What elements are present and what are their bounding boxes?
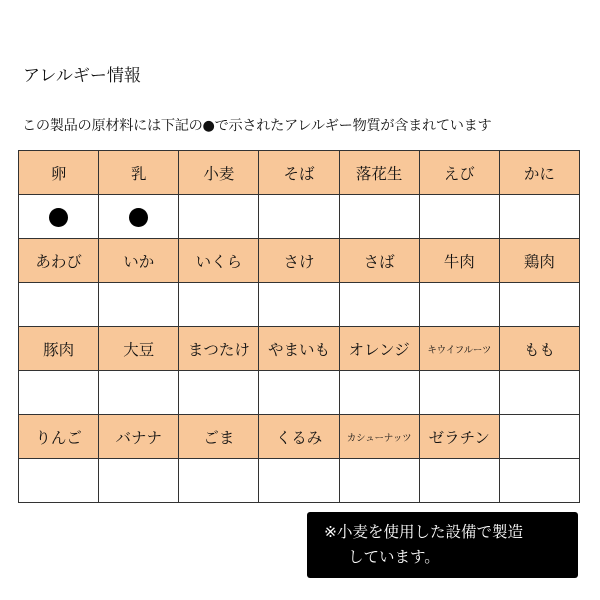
allergen-mark-cell [179,195,259,239]
allergen-mark-cell [499,459,579,503]
allergen-name-cell: ゼラチン [419,415,499,459]
allergen-mark-cell [259,283,339,327]
intro-text: この製品の原材料には下記の●で示されたアレルギー物質が含まれています [22,118,492,134]
allergen-name-cell: やまいも [259,327,339,371]
allergen-name-cell: 豚肉 [19,327,99,371]
allergen-mark-cell [179,459,259,503]
allergen-name-cell: えび [419,151,499,195]
allergen-mark-cell [259,371,339,415]
allergen-name-cell: 乳 [99,151,179,195]
allergen-mark-cell [259,459,339,503]
contains-mark-icon [49,208,68,227]
allergen-table-body [19,151,580,503]
allergen-name-cell: キウイフルーツ [419,327,499,371]
allergen-mark-cell [19,283,99,327]
allergen-name-cell: さけ [259,239,339,283]
allergen-mark-cell [179,371,259,415]
facility-notice [307,512,578,578]
allergen-name-cell: 牛肉 [419,239,499,283]
facility-notice-line-1: ※小麦を使用した設備で製造 [324,523,523,541]
allergen-mark-row [19,371,580,415]
allergen-mark-cell [99,195,179,239]
allergen-mark-cell [19,371,99,415]
allergen-mark-row [19,283,580,327]
allergen-mark-cell [419,371,499,415]
allergen-name-row [19,327,580,371]
allergen-mark-cell [419,459,499,503]
facility-notice-line-2: しています。 [348,548,440,566]
allergen-name-cell: いくら [179,239,259,283]
allergen-name-row [19,415,580,459]
allergen-mark-cell [99,283,179,327]
allergen-mark-cell [99,459,179,503]
allergen-name-cell: まつたけ [179,327,259,371]
allergen-mark-cell [339,195,419,239]
allergen-mark-cell [179,283,259,327]
empty-cell [499,415,579,459]
allergen-mark-cell [339,371,419,415]
allergen-name-cell: 大豆 [99,327,179,371]
allergen-name-row [19,239,580,283]
facility-notice-text [324,520,523,570]
allergen-name-cell: りんご [19,415,99,459]
page-title: アレルギー情報 [23,66,141,86]
allergen-mark-cell [339,459,419,503]
allergen-mark-cell [19,459,99,503]
allergen-name-cell: ごま [179,415,259,459]
allergen-mark-cell [99,371,179,415]
allergen-table [18,150,580,503]
allergen-name-cell: カシューナッツ [339,415,419,459]
allergen-name-cell: かに [499,151,579,195]
allergen-name-cell: 鶏肉 [499,239,579,283]
allergen-name-cell: 落花生 [339,151,419,195]
allergen-name-cell: 卵 [19,151,99,195]
allergen-mark-cell [419,283,499,327]
allergen-name-cell: もも [499,327,579,371]
allergen-name-cell: あわび [19,239,99,283]
allergen-name-cell: さば [339,239,419,283]
allergen-name-cell: そば [259,151,339,195]
allergen-name-cell: いか [99,239,179,283]
allergen-name-cell: バナナ [99,415,179,459]
allergen-name-cell: オレンジ [339,327,419,371]
allergen-mark-cell [19,195,99,239]
allergen-name-row [19,151,580,195]
allergen-name-cell: くるみ [259,415,339,459]
allergen-mark-cell [339,283,419,327]
allergen-mark-row [19,459,580,503]
allergen-mark-cell [499,283,579,327]
allergen-mark-cell [259,195,339,239]
allergen-mark-row [19,195,580,239]
contains-mark-icon [129,208,148,227]
allergen-name-cell: 小麦 [179,151,259,195]
allergen-mark-cell [499,195,579,239]
allergen-mark-cell [499,371,579,415]
allergen-mark-cell [419,195,499,239]
